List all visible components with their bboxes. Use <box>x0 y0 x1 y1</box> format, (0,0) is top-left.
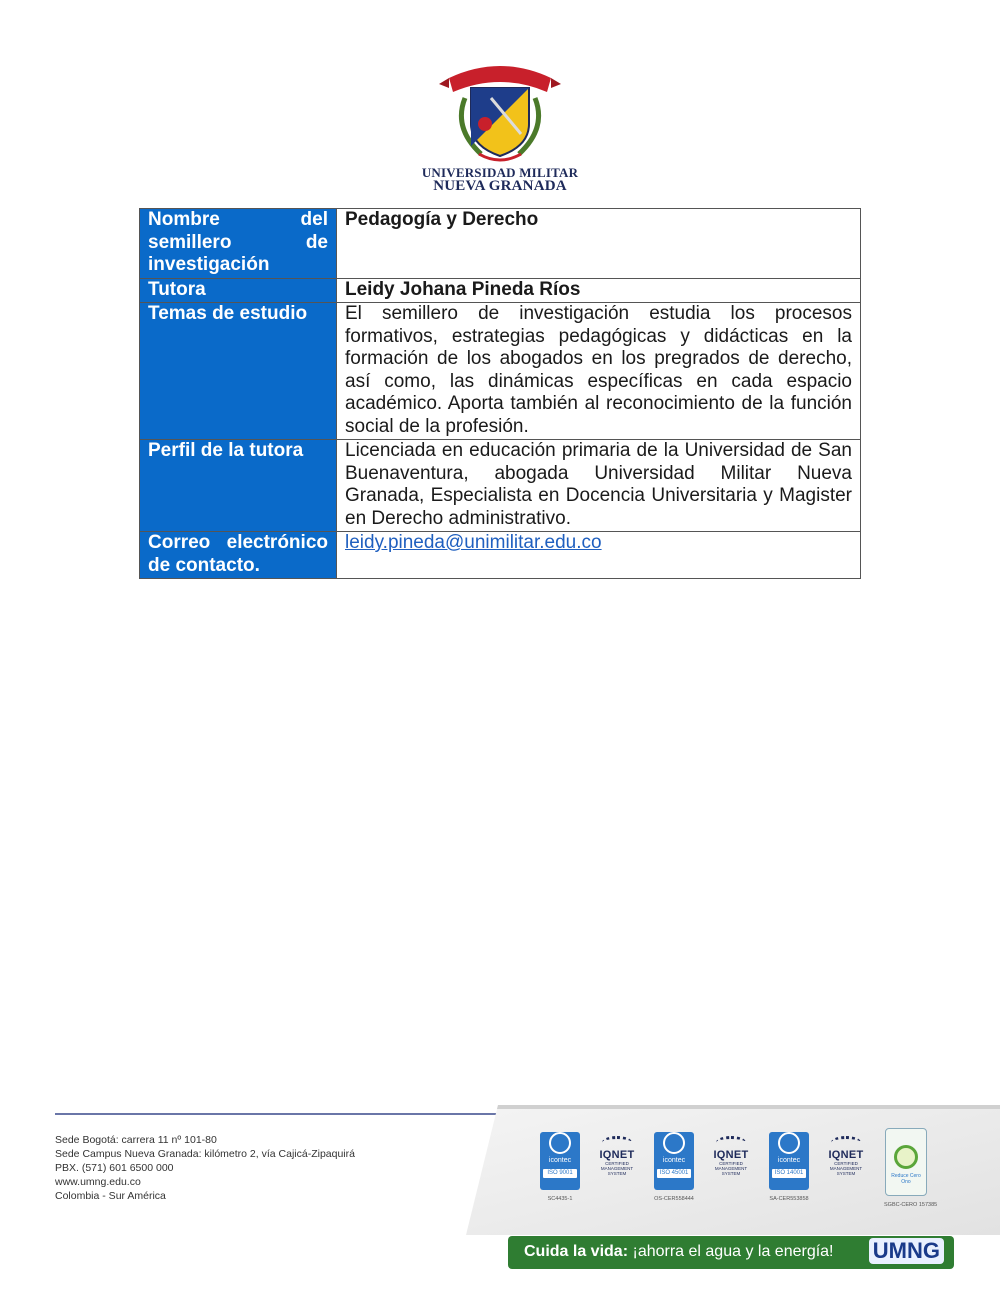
row-value-correo <box>337 532 861 579</box>
icontec-iso45001-logo: icontec ISO 45001 OS-CER558444 <box>652 1128 696 1202</box>
semillero-info-table <box>139 208 861 579</box>
table-row <box>140 440 861 532</box>
table-row <box>140 532 861 579</box>
address-line: Colombia - Sur América <box>55 1190 166 1202</box>
university-crest-icon <box>435 58 565 166</box>
iqnet-logo: IQNET CERTIFIED MANAGEMENT SYSTEM <box>594 1128 638 1194</box>
iqnet-logo: IQNET CERTIFIED MANAGEMENT SYSTEM <box>823 1128 867 1194</box>
row-label-nombre: Nombre del semillero de investigación <box>140 209 337 279</box>
carbono-cero-logo: Reduce Cero Ono SGBC-CERO 157385 <box>884 1128 928 1208</box>
address-line: Sede Bogotá: carrera 11 nº 101-80 <box>55 1134 217 1146</box>
email-link[interactable]: leidy.pineda@unimilitar.edu.co <box>345 532 602 553</box>
umng-logo: UMNG <box>869 1238 944 1264</box>
address-line: PBX. (571) 601 6500 000 <box>55 1162 174 1174</box>
row-value-temas: El semillero de investigación estudia los procesos formativos, estrategias pedagógicas y didácticas en la formación de los abogados en los pregrados de derecho, así como, las dinámicas específicas en cada espacio académico. Aporta también al reconocimiento de la función social de la profesión. <box>337 303 861 440</box>
certification-logos <box>538 1128 938 1208</box>
slogan-text <box>524 1243 834 1261</box>
row-label-correo: Correo electrónico de contacto. <box>140 532 337 579</box>
table-row <box>140 209 861 279</box>
table-row <box>140 303 861 440</box>
row-value-tutora: Leidy Johana Pineda Ríos <box>337 278 861 303</box>
university-name-line1: UNIVERSIDAD MILITAR <box>421 165 579 180</box>
row-label-perfil: Perfil de la tutora <box>140 440 337 532</box>
university-logo <box>405 58 595 194</box>
slogan-banner <box>508 1236 954 1269</box>
iqnet-logo: IQNET CERTIFIED MANAGEMENT SYSTEM <box>708 1128 752 1194</box>
university-name-line2: NUEVA GRANADA <box>433 178 567 194</box>
row-value-nombre: Pedagogía y Derecho <box>337 209 861 279</box>
website-link[interactable]: www.umng.edu.co <box>55 1176 141 1188</box>
row-label-tutora: Tutora <box>140 278 337 303</box>
row-label-temas: Temas de estudio <box>140 303 337 440</box>
slogan-bold: Cuida la vida: <box>524 1243 629 1260</box>
address-line: Sede Campus Nueva Granada: kilómetro 2, vía Cajicá-Zipaquirá <box>55 1148 355 1160</box>
icontec-iso14001-logo: icontec ISO 14001 SA-CER553858 <box>767 1128 811 1202</box>
table-row <box>140 278 861 303</box>
icontec-iso9001-logo: icontec ISO 9001 SC4435-1 <box>538 1128 582 1202</box>
row-value-perfil: Licenciada en educación primaria de la Universidad de San Buenaventura, abogada Universidad Militar Nueva Granada, Especialista en Docencia Universitaria y Magister en Derecho administrativo. <box>337 440 861 532</box>
slogan-rest: ¡ahorra el agua y la energía! <box>632 1243 834 1260</box>
